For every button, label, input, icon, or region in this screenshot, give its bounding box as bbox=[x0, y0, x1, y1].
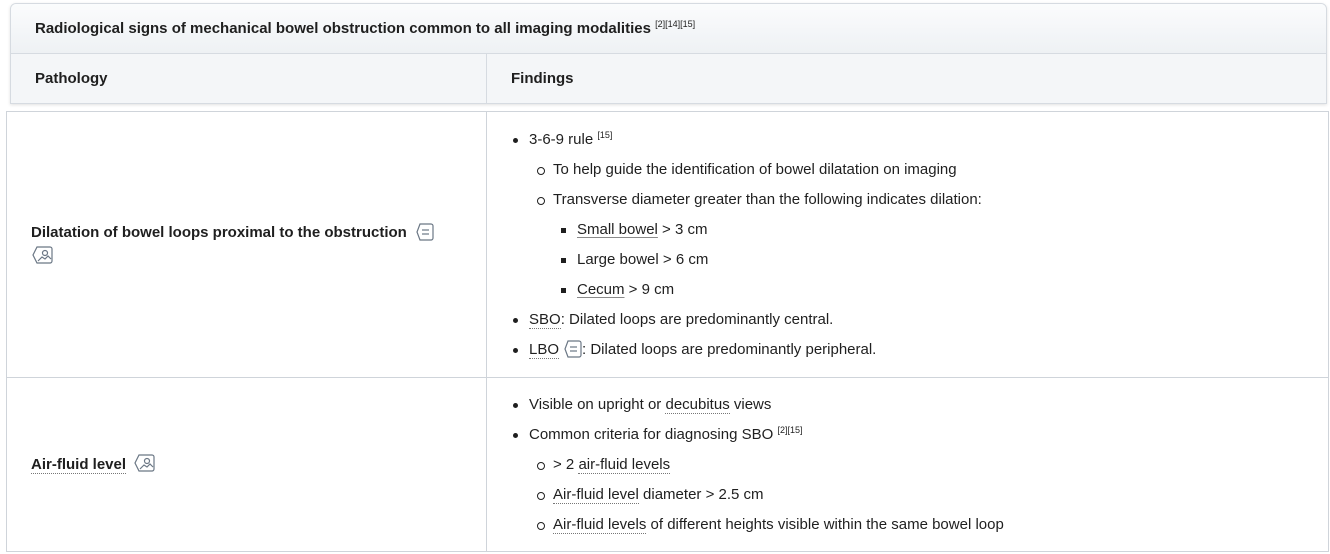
note-icon[interactable] bbox=[414, 223, 434, 241]
table-header bbox=[10, 3, 1327, 104]
transverse-text: Transverse diameter greater than the following indicates dilation: bbox=[553, 190, 982, 208]
lbo-text: : Dilated loops are predominantly peripheral. bbox=[582, 340, 877, 358]
lbo-term[interactable]: LBO bbox=[529, 340, 560, 358]
visible-prefix: Visible on upright or bbox=[529, 395, 666, 413]
air-fluid-levels-link[interactable]: air-fluid levels bbox=[578, 455, 671, 473]
sbo-text: : Dilated loops are predominantly central. bbox=[560, 310, 834, 328]
list-item bbox=[537, 450, 1308, 480]
list-item bbox=[513, 335, 1308, 365]
list-item bbox=[537, 510, 1308, 540]
criteria-references[interactable]: [2][15] bbox=[777, 424, 803, 435]
pathology-cell bbox=[7, 378, 487, 552]
findings-table bbox=[6, 111, 1329, 552]
air-fluid-level-link[interactable]: Air-fluid level bbox=[553, 485, 639, 503]
sbo-term[interactable]: SBO bbox=[529, 310, 561, 328]
small-bowel-value: > 3 cm bbox=[657, 220, 708, 238]
image-gallery-icon[interactable] bbox=[31, 245, 53, 265]
list-item bbox=[561, 215, 1308, 245]
cecum-value: > 9 cm bbox=[624, 280, 675, 298]
column-header-pathology: Pathology bbox=[11, 54, 487, 104]
list-item bbox=[513, 420, 1308, 540]
decubitus-term[interactable]: decubitus bbox=[665, 395, 730, 413]
visible-suffix: views bbox=[729, 395, 772, 413]
findings-cell bbox=[487, 378, 1329, 552]
rule-label: 3-6-9 rule bbox=[529, 130, 594, 148]
title-references[interactable]: [2][14][15] bbox=[655, 19, 696, 29]
cecum-link[interactable]: Cecum bbox=[577, 280, 625, 298]
table-row bbox=[7, 112, 1329, 378]
image-gallery-icon[interactable] bbox=[133, 453, 155, 473]
note-icon[interactable] bbox=[562, 340, 582, 358]
small-bowel-link[interactable]: Small bowel bbox=[577, 220, 658, 238]
list-item bbox=[537, 480, 1308, 510]
list-item bbox=[537, 185, 1308, 305]
air-fluid-levels-link[interactable]: Air-fluid levels bbox=[553, 515, 647, 533]
pathology-cell bbox=[7, 112, 487, 378]
list-item: Large bowel > 6 cm bbox=[561, 245, 1308, 275]
list-item bbox=[561, 275, 1308, 305]
list-item bbox=[513, 125, 1308, 305]
criterion-3-suffix: of different heights visible within the same bowel loop bbox=[646, 515, 1004, 533]
list-item bbox=[513, 390, 1308, 420]
table-title bbox=[11, 4, 1326, 54]
table-title-text: Radiological signs of mechanical bowel obstruction common to all imaging modalities bbox=[35, 20, 651, 37]
rule-reference[interactable]: [15] bbox=[597, 129, 613, 140]
column-header-findings: Findings bbox=[511, 70, 574, 87]
list-item: To help guide the identification of bowel dilatation on imaging bbox=[537, 155, 1308, 185]
table-row bbox=[7, 378, 1329, 552]
findings-cell bbox=[487, 112, 1329, 378]
criterion-2-suffix: diameter > 2.5 cm bbox=[638, 485, 764, 503]
list-item bbox=[513, 305, 1308, 335]
pathology-dilatation: Dilatation of bowel loops proximal to the obstruction bbox=[31, 223, 407, 241]
pathology-air-fluid-level[interactable]: Air-fluid level bbox=[31, 455, 127, 473]
criteria-text: Common criteria for diagnosing SBO bbox=[529, 425, 774, 443]
criterion-1-prefix: > 2 bbox=[553, 455, 579, 473]
